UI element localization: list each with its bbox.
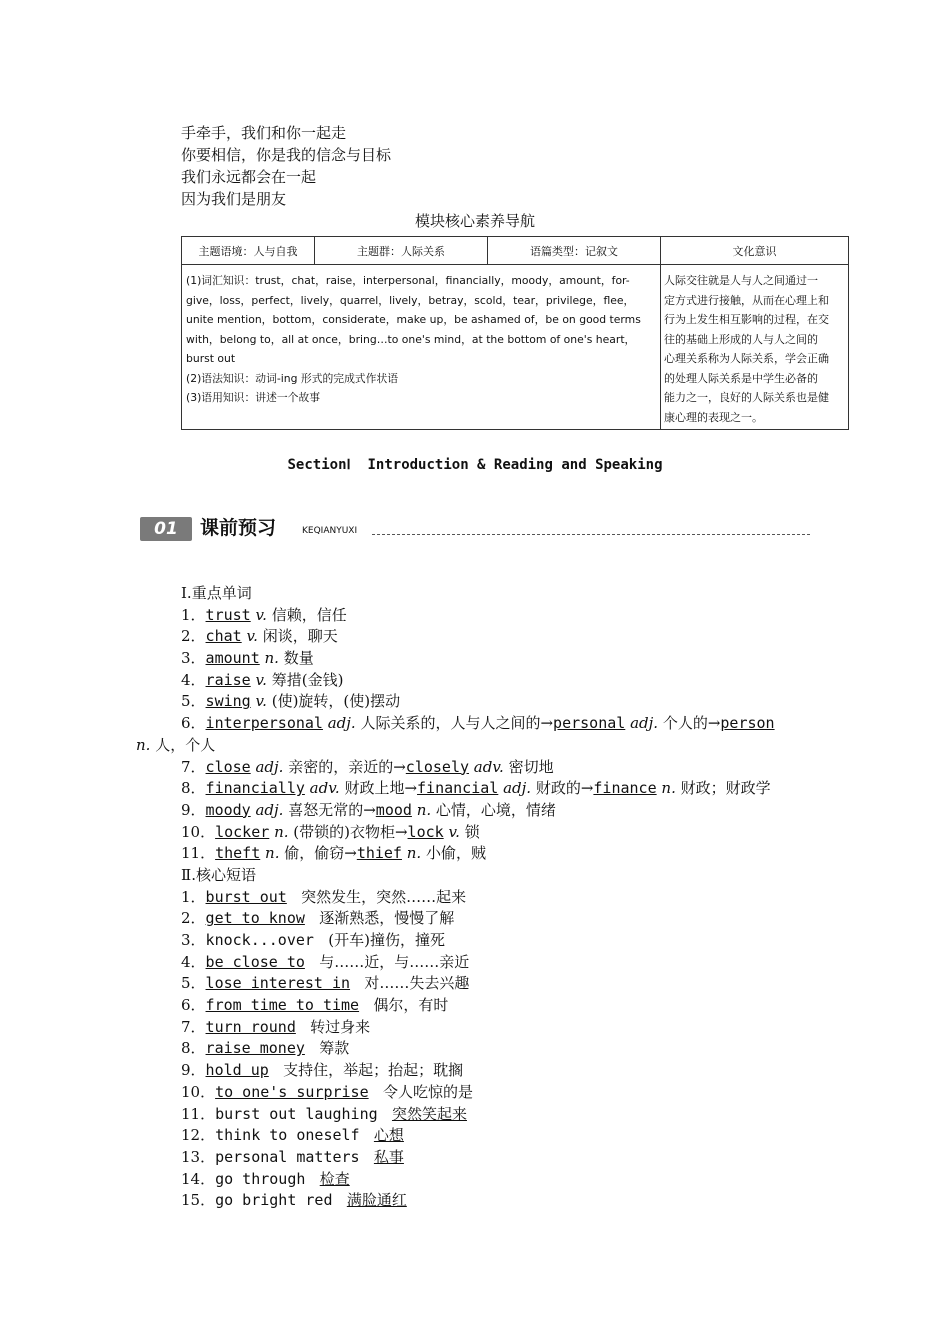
phrase-item (181, 952, 775, 974)
phrase-chinese: 心想 (373, 1126, 404, 1145)
phrase-number: 1． (181, 887, 206, 906)
word-item: 3．amount n. 数量 (181, 649, 314, 668)
phrase-number: 4． (181, 952, 206, 971)
phrase-number: 12． (181, 1126, 216, 1145)
phrase-item (181, 1190, 775, 1212)
word-item: 9．moody adj. 喜怒无常的→mood n. 心情，心境，情绪 (181, 800, 556, 819)
phrase-number: 6． (181, 996, 206, 1015)
word-item: 5．swing v. (使)旋转，(使)摆动 (181, 692, 401, 711)
phrase-gap (269, 1061, 283, 1079)
header-group: 主题群：人际关系 (315, 237, 488, 265)
knowledge-line: give，loss，perfect，lively，quarrel，lively，betray，scold，tear，privilege，flee， (186, 293, 635, 307)
phrase-chinese: 令人吃惊的是 (382, 1082, 473, 1101)
culture-line: 心理关系称为人际关系，学会正确 (664, 352, 829, 365)
phrase-chinese: 突然发生，突然……起来 (301, 887, 467, 906)
phrase-item (181, 1060, 775, 1082)
phrase-chinese: 对……失去兴趣 (364, 974, 470, 993)
phrase-item (181, 887, 775, 909)
word-item: 7．close adj. 亲密的，亲近的→closely adv. 密切地 (181, 757, 554, 776)
phrase-english: be close to (205, 952, 305, 971)
word-item: 6．interpersonal adj. 人际关系的，人与人之间的→personal adj. 个人的→person (181, 714, 775, 733)
phrase-number: 15． (181, 1191, 216, 1210)
poem-line: 你要相信，你是我的信念与目标 (181, 146, 392, 164)
part2-title: Ⅱ.核心短语 (181, 865, 256, 884)
phrase-item (181, 1017, 775, 1039)
header-context: 主题语境：人与自我 (182, 237, 315, 265)
phrase-number: 8． (181, 1039, 206, 1058)
phrase-english: from time to time (205, 996, 360, 1015)
phrase-chinese: (开车)撞伤，撞死 (328, 931, 445, 949)
phrase-gap (305, 909, 319, 927)
word-item: 4．raise v. 筹措(金钱) (181, 670, 344, 689)
header-genre: 语篇类型：记叙文 (488, 237, 661, 265)
poem (181, 122, 391, 210)
culture-line: 定方式进行接触，从而在心理上和 (664, 293, 829, 307)
banner-title: 课前预习 (200, 517, 277, 539)
poem-line: 手牵手，我们和你一起走 (181, 124, 347, 142)
phrase-chinese: 满脸通红 (346, 1191, 407, 1210)
phrase-number: 7． (181, 1017, 206, 1036)
phrase-number: 5． (181, 974, 206, 993)
banner-pinyin: KEQIANYUXI (302, 526, 358, 536)
phrase-english: knock...over (205, 931, 314, 949)
phrase-item (181, 930, 775, 952)
knowledge-line: with，belong to，all at once，bring…to one's mind，at the bottom of one's heart， (186, 332, 636, 346)
culture-line: 往的基础上形成的人与人之间的 (664, 332, 818, 346)
phrase-chinese: 支持住，举起；抬起；耽搁 (283, 1061, 464, 1080)
word-item: 1．trust v. 信赖，信任 (181, 605, 347, 624)
phrase-number: 10． (181, 1082, 216, 1101)
phrase-chinese: 转过身来 (310, 1017, 371, 1036)
phrase-chinese: 偶尔，有时 (373, 996, 449, 1015)
phrase-item (181, 1169, 775, 1191)
phrase-chinese: 检查 (319, 1169, 350, 1188)
phrase-english: lose interest in (205, 974, 351, 993)
phrase-chinese: 与……近，与……亲近 (319, 952, 470, 971)
phrase-number: 14． (181, 1169, 216, 1188)
phrase-gap (360, 1148, 374, 1166)
word-item: 8．financially adv. 财政上地→financial adj. 财政的→finance n. 财政；财政学 (181, 779, 771, 798)
phrase-item (181, 1104, 775, 1126)
header-culture: 文化意识 (661, 237, 849, 265)
phrase-english: personal matters (215, 1147, 360, 1166)
knowledge-line: (1)词汇知识：trust，chat，raise，interpersonal，financially，moody，amount，for- (186, 274, 630, 287)
section-title: SectionⅠ Introduction & Reading and Speaking (287, 457, 663, 473)
phrase-chinese: 筹款 (319, 1039, 350, 1058)
culture-line: 的处理人际关系是中学生必备的 (664, 371, 818, 385)
knowledge-line: (3)语用知识：讲述一个故事 (186, 391, 321, 404)
knowledge-line: burst out (186, 352, 236, 365)
phrase-english: go through (215, 1169, 306, 1188)
phrase-item (181, 908, 775, 930)
banner-divider (372, 534, 810, 535)
phrase-english: burst out (205, 887, 287, 906)
phrase-gap (305, 953, 319, 971)
phrase-item (181, 1082, 775, 1104)
word-item: 10．locker n. (带锁的)衣物柜→lock v. 锁 (181, 822, 480, 841)
phrase-item (181, 1125, 775, 1147)
phrase-chinese: 私事 (373, 1147, 404, 1166)
phrase-english: think to oneself (215, 1126, 360, 1145)
phrase-english: turn round (205, 1017, 296, 1036)
phrase-item (181, 995, 775, 1017)
phrase-number: 11． (181, 1104, 216, 1123)
phrase-gap (378, 1105, 392, 1123)
phrase-english: burst out laughing (215, 1104, 378, 1123)
culture-line: 能力之一，良好的人际关系也是健 (664, 391, 829, 404)
phrase-gap (333, 1191, 347, 1209)
poem-line: 因为我们是朋友 (181, 190, 287, 208)
phrase-gap (360, 1126, 374, 1144)
knowledge-cell (182, 265, 661, 430)
phrase-gap (305, 1170, 319, 1188)
phrase-english: hold up (205, 1061, 269, 1080)
phrase-gap (350, 974, 364, 992)
knowledge-line: (2)语法知识：动词-ing 形式的完成式作状语 (186, 371, 399, 385)
culture-line: 人际交往就是人与人之间通过一 (664, 274, 818, 287)
culture-line: 行为上发生相互影响的过程，在交 (664, 313, 829, 326)
culture-cell (661, 265, 849, 430)
word-item: 11．theft n. 偷，偷窃→thief n. 小偷，贼 (181, 844, 486, 863)
phrase-gap (369, 1083, 383, 1101)
banner-badge: 01 (140, 517, 192, 541)
phrase-chinese: 逐渐熟悉，慢慢了解 (319, 909, 455, 928)
phrase-chinese: 突然笑起来 (391, 1104, 467, 1123)
phrase-item (181, 1038, 775, 1060)
poem-line: 我们永远都会在一起 (181, 168, 317, 186)
module-nav-table (181, 236, 849, 430)
phrase-number: 3． (181, 931, 206, 949)
phrase-english: go bright red (215, 1191, 333, 1210)
culture-line: 康心理的表现之一。 (664, 410, 763, 424)
phrase-item (181, 1147, 775, 1169)
phrase-gap (314, 931, 328, 949)
phrase-number: 2． (181, 909, 206, 928)
module-title: 模块核心素养导航 (414, 212, 535, 230)
phrase-english: raise money (205, 1039, 305, 1058)
part1-title: Ⅰ.重点单词 (181, 584, 252, 602)
phrase-number: 13． (181, 1147, 216, 1166)
phrase-gap (359, 996, 373, 1014)
phrase-item (181, 973, 775, 995)
word-item-continued: n. 人，个人 (136, 735, 216, 754)
knowledge-line: unite mention，bottom，considerate，make up，be ashamed of，be on good terms (186, 313, 641, 326)
phrase-list (181, 887, 775, 1212)
phrase-gap (296, 1018, 310, 1036)
phrase-number: 9． (181, 1061, 206, 1080)
phrase-english: get to know (205, 909, 305, 928)
phrase-gap (305, 1039, 319, 1057)
vocab-section (136, 583, 775, 1212)
word-item: 2．chat v. 闲谈，聊天 (181, 627, 338, 646)
preview-banner (140, 515, 810, 543)
phrase-english: to one's surprise (215, 1082, 369, 1101)
phrase-gap (287, 888, 301, 906)
